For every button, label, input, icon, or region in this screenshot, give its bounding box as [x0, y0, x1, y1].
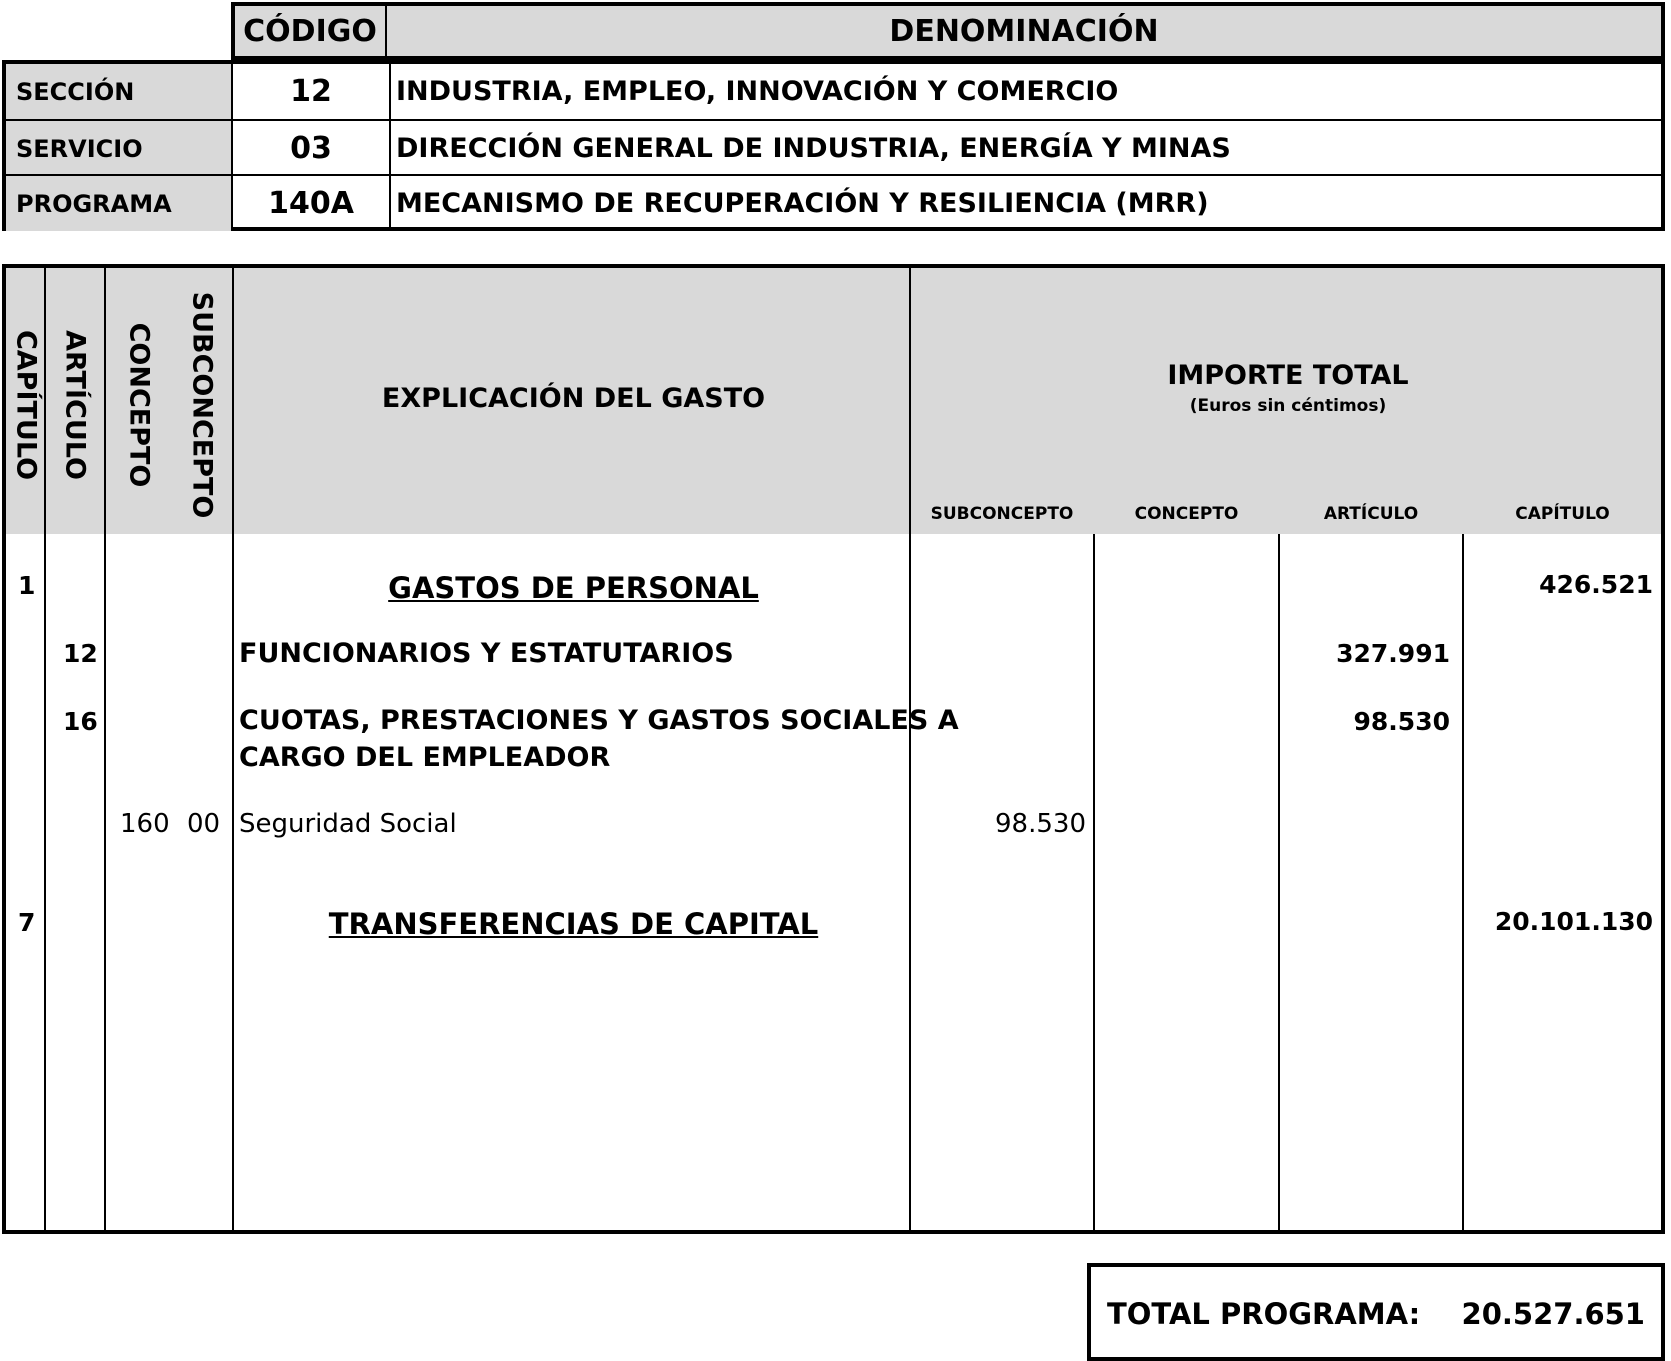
articulo-amount: 327.991 — [1336, 639, 1450, 668]
subconcepto-col-header: SUBCONCEPTO — [186, 291, 218, 519]
subconcepto-description: Seguridad Social — [239, 809, 457, 839]
capitulo-amount: 426.521 — [1539, 570, 1653, 599]
col-divider — [1462, 534, 1464, 1230]
importe-concepto-header: CONCEPTO — [1134, 504, 1239, 524]
articulo-col-header: ARTÍCULO — [59, 330, 91, 480]
subconcepto-amount: 98.530 — [995, 809, 1086, 839]
col-divider — [1093, 534, 1095, 1230]
denominacion-header: DENOMINACIÓN — [387, 2, 1665, 60]
subconcepto-code: 00 — [187, 809, 221, 839]
programa-description: MECANISMO DE RECUPERACIÓN Y RESILIENCIA (MRR) — [396, 188, 1209, 219]
seccion-code: 12 — [233, 64, 391, 119]
importe-total-header: IMPORTE TOTAL — [1167, 360, 1409, 391]
capitulo-code: 1 — [18, 571, 36, 600]
seccion-row — [6, 64, 1661, 119]
seccion-label: SECCIÓN — [6, 64, 233, 119]
articulo-description-line2: CARGO DEL EMPLEADOR — [239, 742, 611, 773]
identification-table — [2, 60, 1665, 231]
concepto-col-header: CONCEPTO — [123, 322, 155, 488]
col-divider — [104, 268, 106, 1230]
articulo-description: FUNCIONARIOS Y ESTATUTARIOS — [239, 638, 734, 669]
articulo-amount: 98.530 — [1353, 707, 1450, 736]
capitulo-title: TRANSFERENCIAS DE CAPITAL — [328, 907, 819, 941]
servicio-code: 03 — [233, 121, 391, 176]
articulo-code: 12 — [63, 639, 98, 668]
total-label: TOTAL PROGRAMA: — [1107, 1297, 1421, 1331]
capitulo-title: GASTOS DE PERSONAL — [388, 571, 759, 605]
importe-capitulo-header: CAPÍTULO — [1515, 504, 1610, 524]
col-divider — [1278, 534, 1280, 1230]
concepto-code: 160 — [120, 809, 170, 839]
codigo-header: CÓDIGO — [231, 2, 387, 60]
articulo-description-line1: CUOTAS, PRESTACIONES Y GASTOS SOCIALES A — [239, 705, 959, 736]
programa-row — [6, 174, 1661, 231]
importe-articulo-header: ARTÍCULO — [1323, 504, 1419, 524]
col-divider — [232, 268, 234, 1230]
expense-table — [2, 264, 1665, 1234]
capitulo-amount: 20.101.130 — [1494, 907, 1653, 936]
articulo-code: 16 — [63, 707, 98, 736]
servicio-label: SERVICIO — [6, 121, 233, 176]
capitulo-code: 7 — [18, 908, 36, 937]
seccion-description: INDUSTRIA, EMPLEO, INNOVACIÓN Y COMERCIO — [396, 76, 1119, 107]
capitulo-col-header: CAPÍTULO — [10, 329, 42, 481]
servicio-description: DIRECCIÓN GENERAL DE INDUSTRIA, ENERGÍA Y MINAS — [396, 133, 1231, 164]
programa-label: PROGRAMA — [6, 176, 233, 231]
importe-note: (Euros sin céntimos) — [1189, 396, 1387, 416]
total-box — [1087, 1263, 1665, 1361]
importe-subconcepto-header: SUBCONCEPTO — [930, 504, 1074, 524]
explicacion-col-header: EXPLICACIÓN DEL GASTO — [381, 383, 766, 414]
col-divider — [44, 268, 46, 1230]
programa-code: 140A — [233, 176, 391, 231]
servicio-row — [6, 119, 1661, 176]
total-value: 20.527.651 — [1461, 1297, 1645, 1331]
